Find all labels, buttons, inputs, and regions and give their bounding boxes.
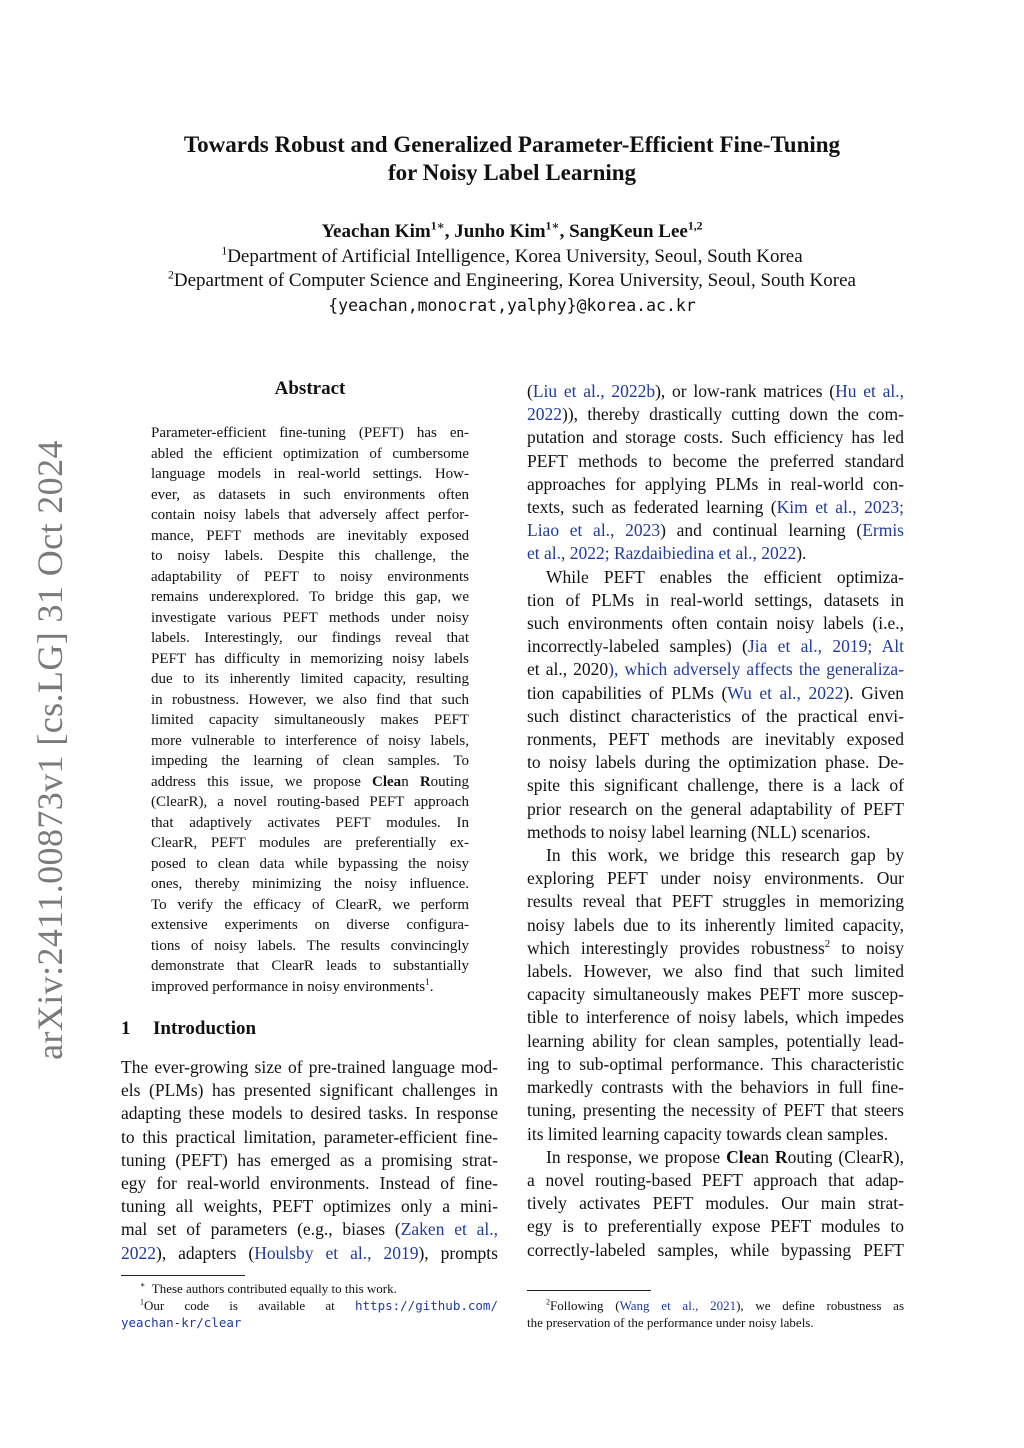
text-run: markedly contrasts with the behaviors in full fine-: [527, 1077, 904, 1098]
body-line: [527, 380, 904, 403]
body-line: [527, 728, 904, 751]
footnote-rule-left: [121, 1275, 245, 1276]
text-run: The ever-growing size of pre-trained language mod-: [121, 1057, 498, 1077]
abstract-line: tions of noisy labels. The results convincingly: [151, 937, 469, 954]
citation-link[interactable]: et al., 2022; Razdaibiedina et al., 2022: [527, 543, 797, 564]
citation-link[interactable]: 2022: [121, 1242, 156, 1263]
author-3-mark: 1,2: [687, 219, 703, 233]
text-run: exploring PEFT under noisy environments. Our: [527, 868, 904, 889]
text-run: outing (ClearR),: [787, 1146, 905, 1167]
abstract-line: ClearR, PEFT modules are preferentially ex-: [151, 835, 469, 851]
footnotes-right: [527, 1297, 904, 1331]
body-line: [527, 821, 904, 844]
citation-link[interactable]: 2022: [527, 404, 562, 425]
abstract-line: due to its inherently limited capacity, resulting: [151, 671, 469, 687]
body-line: [527, 682, 904, 705]
text-run: to noisy: [830, 937, 904, 958]
body-line: [527, 542, 904, 565]
text-run: ), adapters (: [156, 1242, 255, 1263]
text-run: address this issue, we propose: [151, 773, 373, 790]
section-number: 1: [121, 1018, 131, 1039]
text-run: its limited learning capacity towards clean samples.: [527, 1123, 889, 1144]
body-line: [527, 519, 904, 542]
body-line: [527, 774, 904, 797]
text-run: tively activates PEFT modules. Our main strat-: [527, 1193, 904, 1214]
citation-link[interactable]: Zaken et al.,: [400, 1219, 498, 1240]
text-run: to noisy labels during the optimization phase. De-: [527, 752, 904, 773]
section-title: Introduction: [153, 1018, 257, 1039]
text-run: texts, such as federated learning (: [527, 497, 777, 518]
citation-link[interactable]: Kim et al., 2023;: [776, 497, 905, 518]
footnote-mark: 2: [824, 938, 831, 951]
body-line: [527, 844, 904, 867]
paper-title: [120, 131, 904, 187]
text-run: correctly-labeled samples, while bypassing PEFT: [527, 1239, 904, 1260]
abstract-heading: Abstract: [274, 378, 346, 399]
citation-link[interactable]: Houlsby et al., 2019: [254, 1242, 419, 1263]
body-line: [527, 403, 904, 426]
abstract-line: ones, thereby minimizing the noisy influence.: [151, 876, 469, 892]
abstract-line: that adaptively activates PEFT modules. In: [151, 814, 469, 831]
text-run: ), or low-rank matrices (: [655, 381, 836, 401]
abstract-line: demonstrate that ClearR leads to substantially: [151, 958, 469, 974]
footnote-mark: 1: [425, 977, 430, 988]
abstract-line: PEFT has difficulty in memorizing noisy labels: [151, 650, 469, 667]
text-run: n: [760, 1146, 775, 1167]
code-url-part1[interactable]: https://github.com/: [355, 1298, 498, 1313]
affiliation-2: $^2$Department of Computer Science and Engineering, Korea University, Seoul, South Korea: [168, 268, 856, 291]
text-run: labels. However, we also find that such limited: [527, 961, 904, 982]
body-line: [527, 496, 904, 519]
affiliation-1: $^1$Department of Artificial Intelligence, Korea University, Seoul, South Korea: [221, 244, 803, 267]
text-run: egy is to preferentially expose PEFT modules to: [527, 1216, 904, 1237]
body-line: [527, 1169, 904, 1192]
text-run: which interestingly provides robustness: [527, 937, 825, 958]
body-line: [527, 473, 904, 496]
text-run: In this work, we bridge this research gap by: [546, 845, 904, 866]
text-run: egy for real-world environments. Instead of fine-: [121, 1173, 498, 1194]
text-run: tion of PLMs in real-world settings, datasets in: [527, 589, 904, 610]
abstract-line: more vulnerable to interference of noisy labels,: [151, 732, 469, 749]
intro-column-left: [121, 1056, 498, 1265]
body-line: [527, 890, 904, 913]
author-2-mark: 1∗: [545, 219, 560, 233]
text-run: adapting these models to desired tasks. In response: [121, 1103, 498, 1124]
abstract-line: Parameter-efficient fine-tuning (PEFT) has en-: [151, 425, 469, 441]
text-run: .: [429, 978, 434, 995]
title-line-2: for Noisy Label Learning: [387, 160, 637, 185]
text-run: incorrectly-labeled samples) (: [527, 636, 748, 657]
section-heading-introduction: [121, 1018, 256, 1040]
text-run: tuning (PEFT) has emerged as a promising strat-: [121, 1149, 498, 1170]
text-run: prior research on the general adaptability of PEFT: [527, 798, 904, 819]
bold-run: R: [419, 773, 431, 790]
abstract-line: ever, as datasets in such environments often: [151, 486, 469, 503]
author-1-mark: 1∗: [430, 219, 445, 233]
body-line: [527, 589, 904, 612]
code-url-part2[interactable]: yeachan-kr/clear: [121, 1315, 242, 1330]
body-line: [121, 1172, 498, 1195]
footnote-code: $^1$Our code is available at https://github.com/: [140, 1297, 498, 1313]
abstract-line: (ClearR), a novel routing-based PEFT approach: [151, 794, 469, 810]
body-line: [527, 867, 904, 890]
footnote-rule-right: [527, 1290, 651, 1291]
footnote-equal-contribution: ∗ These authors contributed equally to this work.: [140, 1280, 397, 1296]
text-run: ), prompts: [418, 1242, 498, 1263]
text-run: ). Given: [843, 682, 904, 703]
body-line: [121, 1218, 498, 1241]
abstract-line: [151, 772, 469, 793]
body-line: [527, 1239, 904, 1262]
citation-link[interactable]: Liao et al., 2023: [527, 520, 661, 541]
citation-link[interactable]: Liu et al., 2022b: [532, 381, 656, 401]
arxiv-id: arXiv:2411.00873v1 [cs.LG] 31 Oct 2024: [30, 440, 70, 1060]
body-line: [121, 1195, 498, 1218]
body-line: [527, 635, 904, 658]
author-3: SangKeun Lee: [569, 221, 688, 242]
body-line: [527, 705, 904, 728]
abstract-body: [151, 423, 469, 997]
body-line: [527, 1076, 904, 1099]
abstract-line: remains underexplored. To bridge this gap, we: [151, 589, 469, 605]
body-line: [527, 612, 904, 635]
text-run: outing: [430, 773, 469, 790]
body-line: [121, 1126, 498, 1149]
abstract-line: in robustness. However, we also find that such: [151, 691, 469, 708]
text-run: methods to noisy label learning (NLL) scenarios.: [527, 821, 871, 842]
body-line: [527, 1192, 904, 1215]
body-line: [527, 1006, 904, 1029]
text-run: PEFT methods to become the preferred standard: [527, 450, 904, 471]
body-line: [527, 960, 904, 983]
body-line: [121, 1149, 498, 1172]
citation-link[interactable]: Wu et al., 2022: [727, 682, 844, 703]
body-line: [121, 1079, 498, 1102]
citation-link[interactable]: ), which adversely affects the generaliza-: [608, 659, 904, 680]
arxiv-stamp: [0, 0, 100, 1448]
abstract-line: mance, PEFT methods are inevitably exposed: [151, 527, 469, 544]
citation-link[interactable]: Hu et al.,: [835, 381, 904, 401]
text-run: ) and continual learning (: [660, 520, 863, 541]
footnotes-left: [121, 1280, 498, 1331]
footnote-robustness-line2: the preservation of the performance under noisy labels.: [527, 1315, 814, 1330]
author-names: Yeachan Kim$^{1∗}$, Junho Kim$^{1∗}$, SangKeun Lee$^{1,2}$: [321, 219, 703, 242]
body-line: [527, 1053, 904, 1076]
citation-link[interactable]: Ermis: [862, 520, 904, 541]
body-line: [527, 798, 904, 821]
abstract-line: limited capacity simultaneously makes PEFT: [151, 712, 469, 728]
body-line: [527, 1030, 904, 1053]
citation-link[interactable]: Jia et al., 2019; Alt: [747, 636, 904, 657]
footnote-robustness: $^2$Following (Wang et al., 2021), we define robustness as: [546, 1297, 904, 1313]
body-line: [527, 450, 904, 473]
body-line: [527, 914, 904, 937]
text-run: els (PLMs) has presented significant challenges in: [121, 1080, 498, 1101]
citation-link[interactable]: Wang et al., 2021: [619, 1298, 737, 1313]
text-run: noisy labels due to its inherently limited capacity,: [527, 914, 904, 935]
body-line: [527, 1215, 904, 1238]
abstract-line: To verify the efficacy of ClearR, we perform: [151, 896, 469, 913]
body-line: [527, 1146, 904, 1169]
body-line: [527, 566, 904, 589]
authors-block: [100, 220, 924, 318]
body-line: [527, 658, 904, 681]
bold-run: Clea: [726, 1146, 761, 1167]
abstract-line: language models in real-world settings. How-: [151, 466, 469, 482]
body-line: [527, 983, 904, 1006]
text-run: ).: [796, 543, 807, 564]
text-run: learning ability for clean samples, potentially lead-: [527, 1030, 904, 1051]
abstract-line: contain noisy labels that adversely affect perfor-: [151, 507, 469, 523]
text-run: putation and storage costs. Such efficiency has led: [527, 427, 904, 448]
bold-run: Clea: [372, 773, 402, 790]
abstract-line: extensive experiments on diverse configura-: [151, 917, 469, 933]
text-run: tible to interference of noisy labels, which impedes: [527, 1007, 904, 1028]
text-run: tion capabilities of PLMs (: [527, 682, 728, 703]
text-run: tuning, presenting the necessity of PEFT that steers: [527, 1100, 904, 1121]
abstract-line: labels. Interestingly, our findings reveal that: [151, 630, 469, 646]
abstract-line: to noisy labels. Despite this challenge, the: [151, 548, 469, 564]
intro-column-right: [527, 380, 904, 1262]
text-run: n: [401, 773, 420, 790]
text-run: to this practical limitation, parameter-efficient fine-: [121, 1126, 498, 1147]
text-run: approaches for applying PLMs in real-world con-: [527, 473, 904, 494]
text-run: ing to sub-optimal performance. This characteristic: [527, 1053, 904, 1074]
body-line: [121, 1102, 498, 1125]
text-run: a novel routing-based PEFT approach that adap-: [527, 1169, 904, 1190]
abstract-line: [151, 977, 469, 998]
author-email: {yeachan,monocrat,yalphy}@korea.ac.kr: [328, 295, 696, 315]
abstract-line: posed to clean data while bypassing the noisy: [151, 855, 469, 872]
title-line-1: Towards Robust and Generalized Parameter-Efficient Fine-Tuning: [183, 132, 841, 157]
text-run: tuning all weights, PEFT optimizes only a mini-: [121, 1196, 498, 1217]
text-run: mal set of parameters (e.g., biases (: [121, 1219, 401, 1240]
body-line: [527, 426, 904, 449]
text-run: ronments, PEFT methods are inevitably exposed: [527, 729, 904, 750]
abstract-line: investigate various PEFT methods under noisy: [151, 609, 469, 626]
text-run: et al., 2020: [527, 659, 609, 680]
body-line: [121, 1242, 498, 1265]
abstract-line: impeding the learning of clean samples. To: [151, 753, 469, 769]
author-1: Yeachan Kim: [321, 221, 431, 242]
text-run: In response, we propose: [546, 1146, 727, 1167]
abstract-line: adaptability of PEFT to noisy environments: [151, 568, 469, 585]
text-run: such environments often contain noisy labels (i.e.,: [527, 613, 904, 634]
text-run: such distinct characteristics of the practical envi-: [527, 705, 904, 726]
abstract-line: abled the efficient optimization of cumbersome: [151, 445, 469, 462]
body-line: [527, 751, 904, 774]
text-run: results reveal that PEFT struggles in memorizing: [527, 891, 904, 912]
author-2: Junho Kim: [454, 221, 546, 242]
text-run: spite this significant challenge, there is a lack of: [527, 775, 904, 796]
bold-run: R: [775, 1146, 788, 1167]
body-line: [527, 1123, 904, 1146]
body-line: [527, 1099, 904, 1122]
text-run: capacity simultaneously makes PEFT more suscep-: [527, 984, 904, 1005]
text-run: improved performance in noisy environments: [151, 978, 426, 995]
text-run: )), thereby drastically cutting down the com-: [562, 404, 904, 425]
text-run: While PEFT enables the efficient optimiza-: [546, 566, 904, 587]
body-line: [121, 1056, 498, 1079]
text-run: (: [527, 381, 533, 401]
body-line: [527, 937, 904, 960]
